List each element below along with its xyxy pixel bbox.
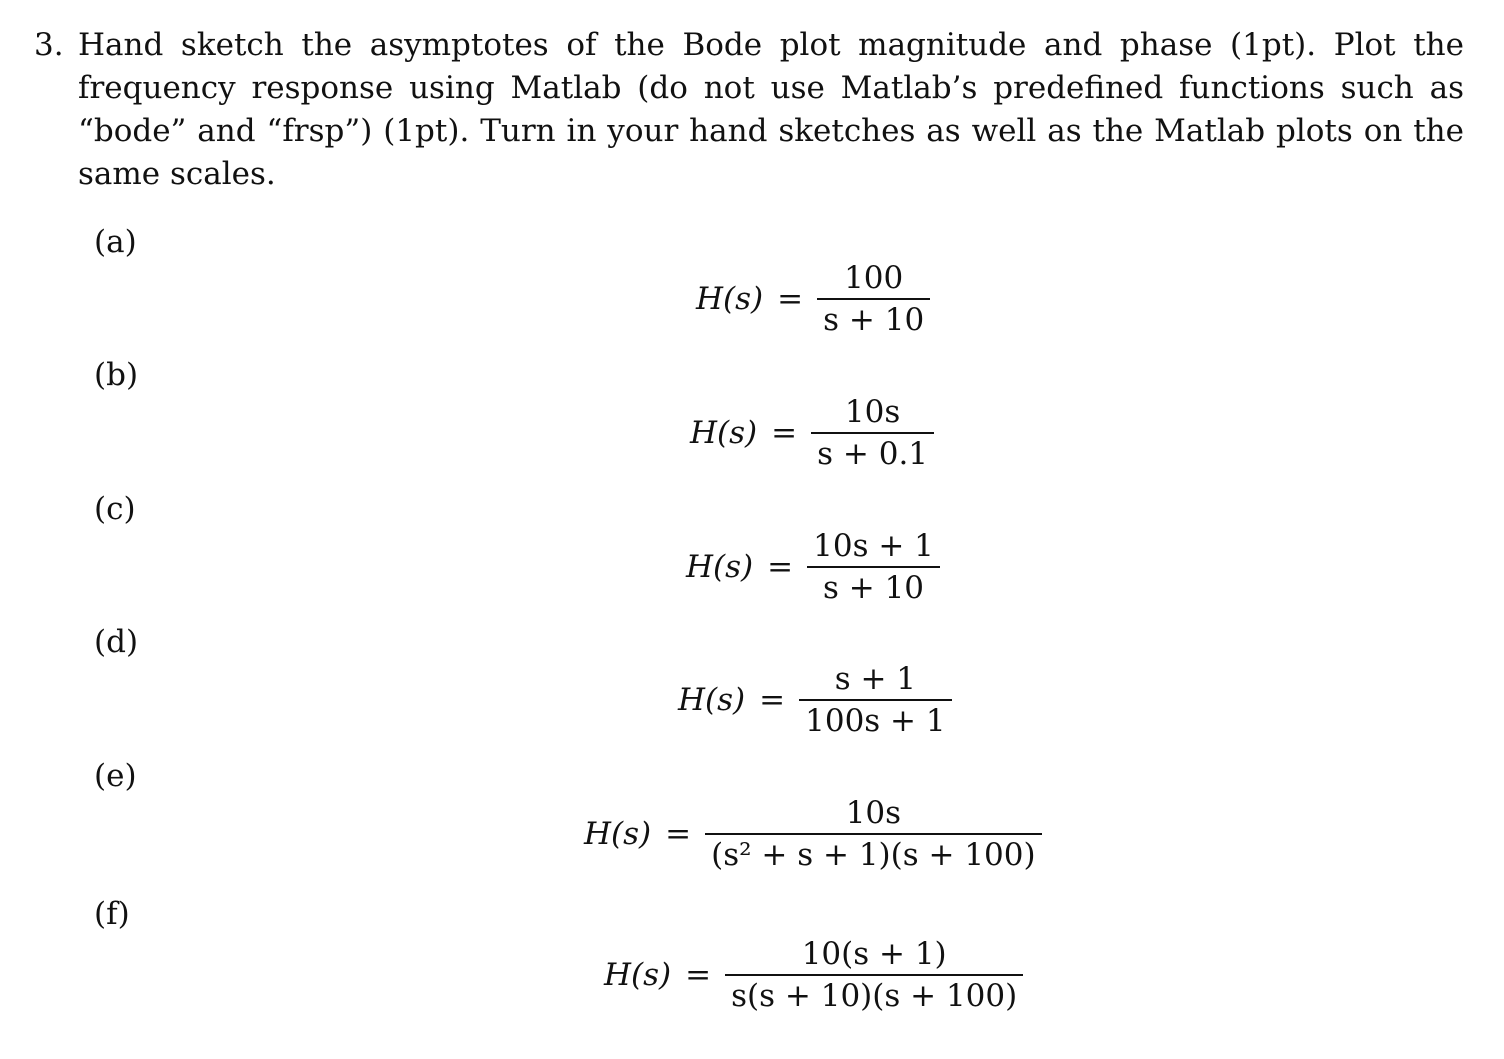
numerator: 100 [844, 260, 904, 296]
problem-number: 3. [34, 27, 64, 63]
fraction [799, 659, 951, 741]
fraction [811, 392, 934, 474]
problem-text: Hand sketch the asymptotes of the Bode plot magnitude and phase (1pt). Plot the frequency response using Matlab (do not use Matlab’s predefined functions such as “bode” and “frsp”) (1pt). Turn in your hand sketches as well as the Matlab plots on the same scales. [78, 27, 1464, 192]
equals-sign: = [759, 681, 786, 718]
denominator: 100s + 1 [805, 702, 946, 739]
denominator: s + 0.1 [817, 435, 929, 472]
equals-sign: = [665, 815, 692, 852]
fraction [705, 793, 1041, 875]
part-label-a: (a) [94, 224, 137, 260]
numerator: 10s [845, 795, 902, 831]
part-label-f: (f) [94, 896, 130, 932]
equation-lhs: H(s) [690, 414, 758, 451]
numerator: 10s + 1 [813, 528, 934, 564]
part-label-e: (e) [94, 758, 137, 794]
equals-sign: = [767, 548, 794, 585]
equation-b [690, 392, 934, 474]
numerator: s + 1 [834, 661, 917, 697]
equation-lhs: H(s) [686, 548, 754, 585]
part-label-d: (d) [94, 624, 139, 660]
equation-e [584, 793, 1042, 875]
equals-sign: = [777, 280, 804, 317]
denominator: s + 10 [822, 569, 925, 606]
equation-f [604, 934, 1023, 1016]
equation-lhs: H(s) [584, 815, 652, 852]
equation-a [696, 258, 930, 340]
equals-sign: = [685, 956, 712, 993]
part-label-c: (c) [94, 491, 136, 527]
problem-statement [34, 24, 1464, 196]
fraction [807, 526, 940, 608]
equation-lhs: H(s) [678, 681, 746, 718]
fraction [817, 258, 930, 340]
numerator: 10s [844, 394, 901, 430]
equation-d [678, 659, 952, 741]
numerator: 10(s + 1) [801, 936, 947, 972]
denominator: s(s + 10)(s + 100) [731, 977, 1018, 1014]
equation-lhs: H(s) [604, 956, 672, 993]
denominator: (s² + s + 1)(s + 100) [711, 836, 1036, 873]
equation-c [686, 526, 940, 608]
equation-lhs: H(s) [696, 280, 764, 317]
equals-sign: = [771, 414, 798, 451]
denominator: s + 10 [823, 301, 925, 338]
fraction [725, 934, 1023, 1016]
part-label-b: (b) [94, 357, 139, 393]
